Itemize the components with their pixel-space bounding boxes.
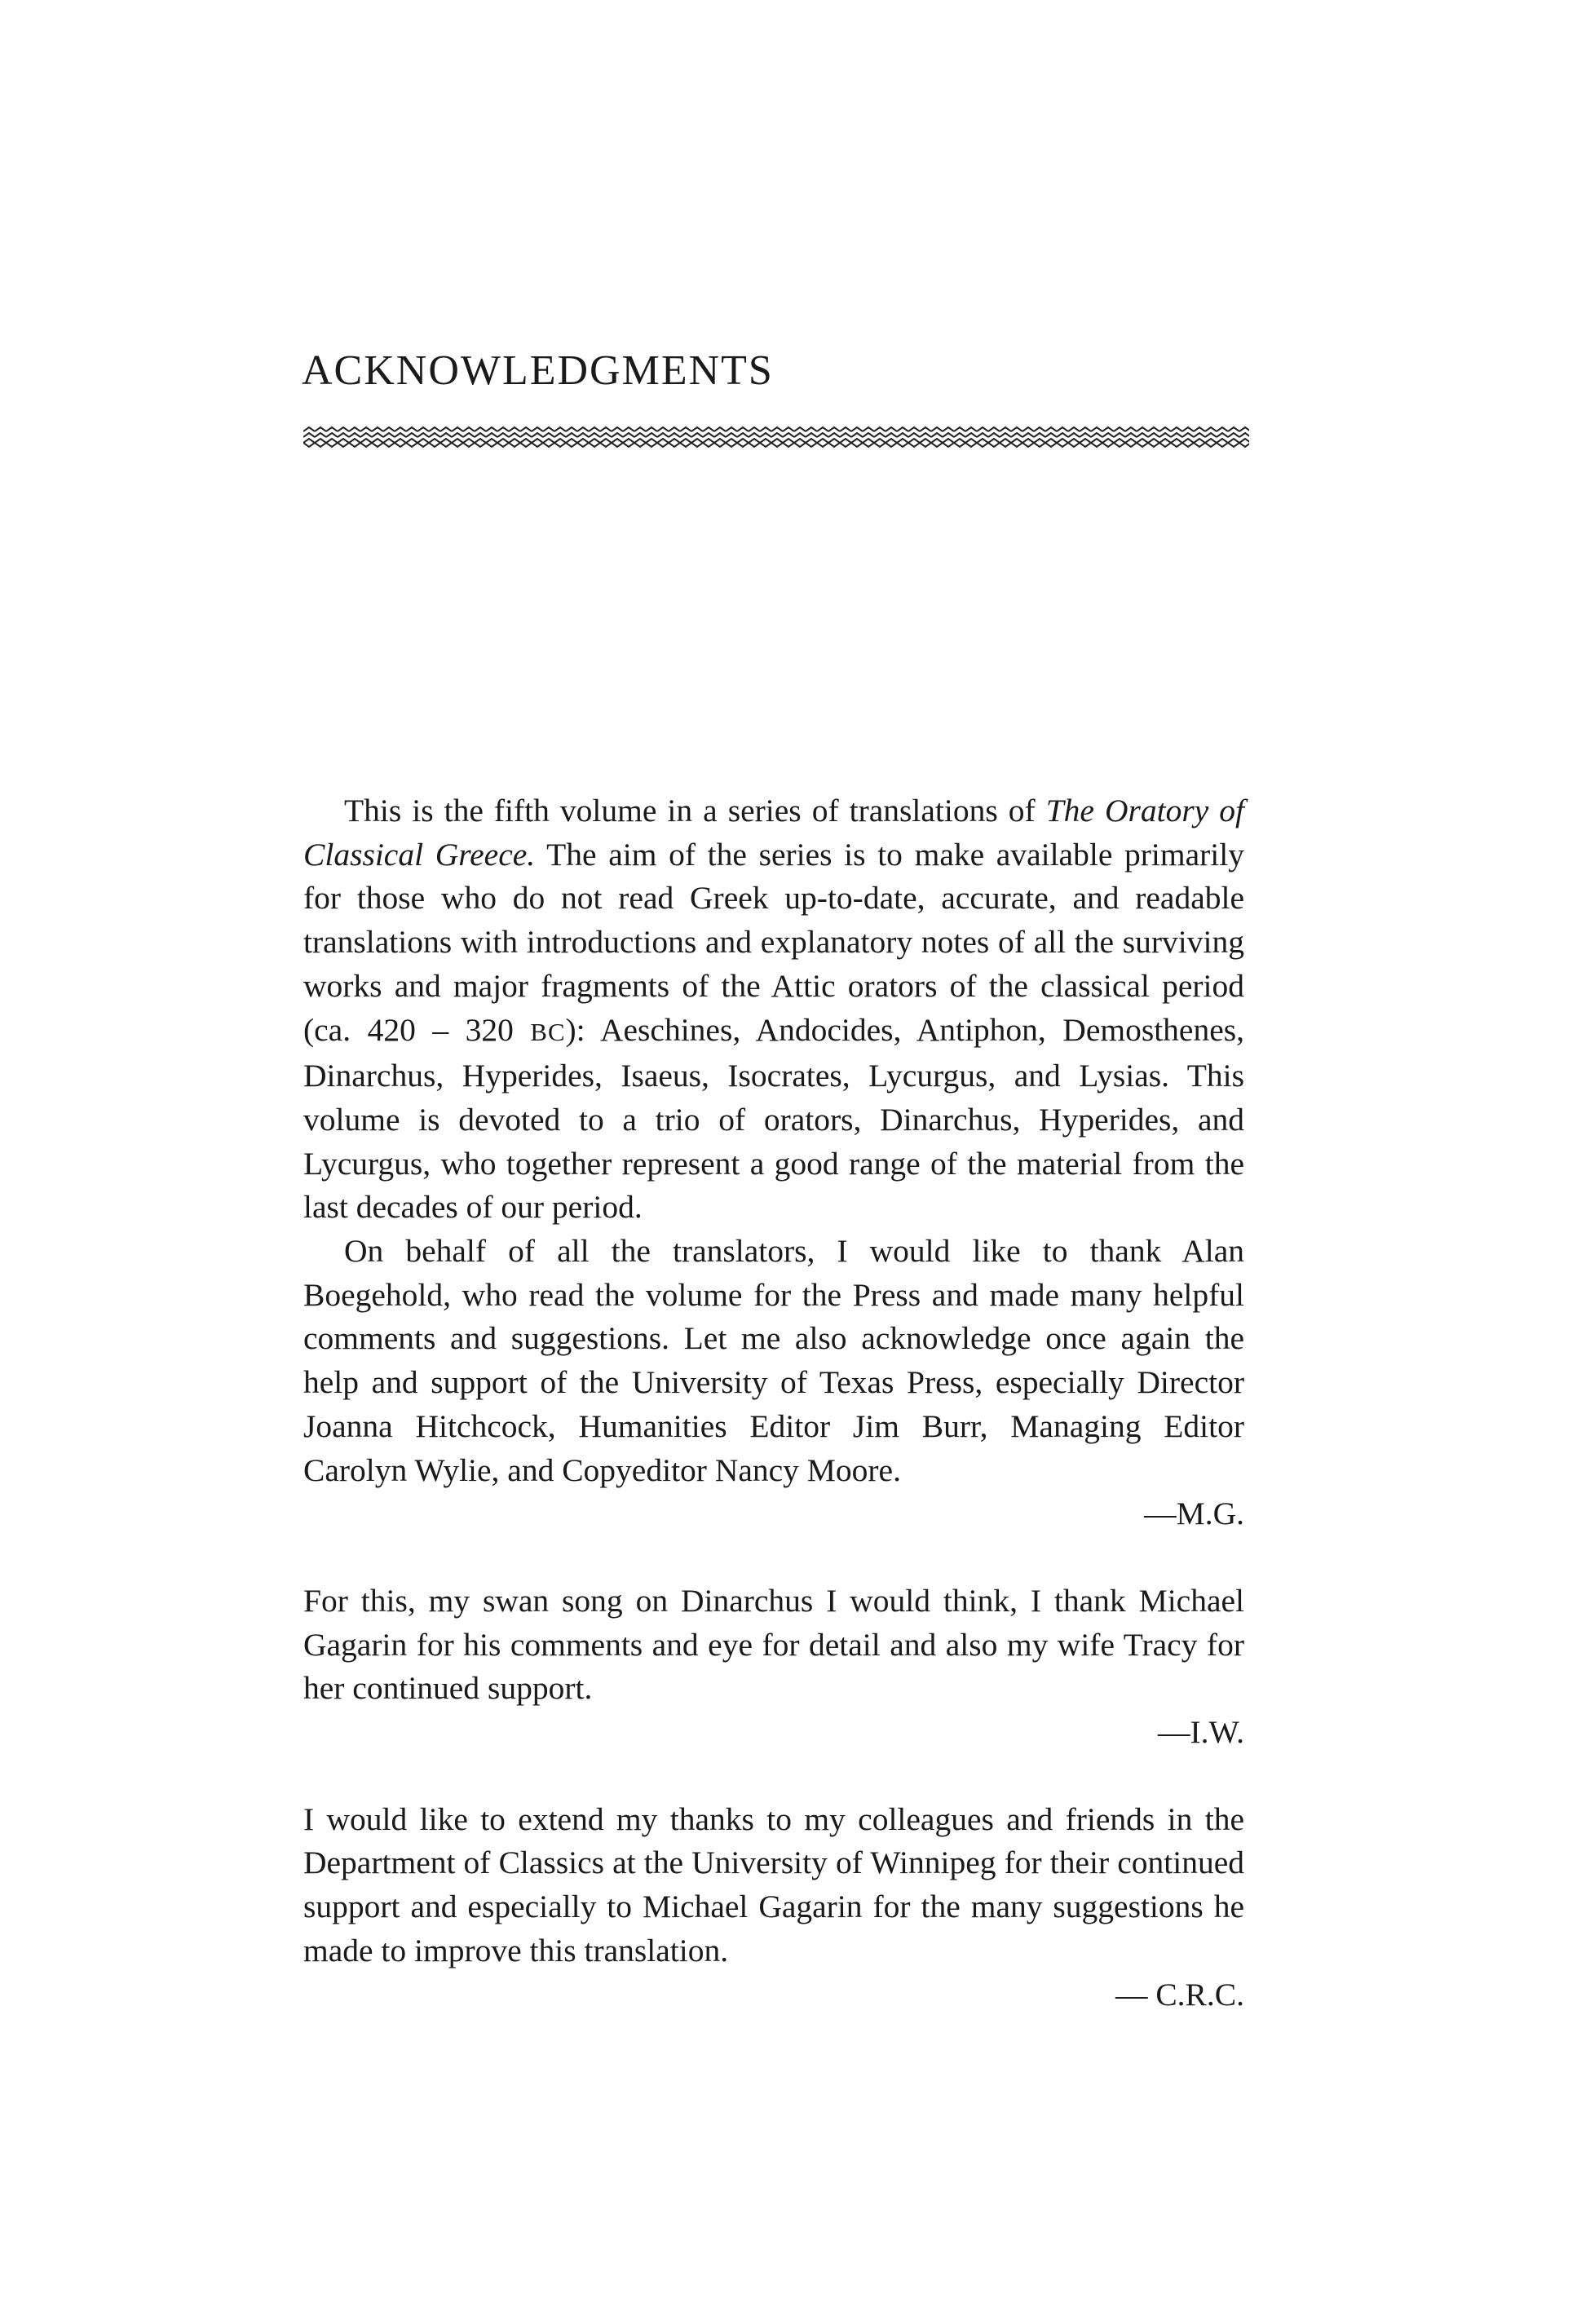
era-label: BC bbox=[530, 1018, 566, 1046]
acknowledgments-body bbox=[303, 789, 1244, 2017]
signature-mg: —M.G. bbox=[1144, 1496, 1244, 1532]
signature-iw: —I.W. bbox=[1157, 1714, 1244, 1751]
paragraph-thanks-press: On behalf of all the translators, I would like to thank Alan Boegehold, who read the volume for the Press and made many helpful comments and suggestions. Let me also acknowledge once again the help and support of the University of Texas Press, especially Director Joanna Hitchcock, Humanities Editor Jim Burr, Managing Editor Carolyn Wylie, and Copyeditor Nancy Moore. bbox=[303, 1233, 1244, 1488]
spacer bbox=[303, 1536, 1244, 1580]
paragraph-thanks-iw: For this, my swan song on Dinarchus I would think, I thank Michael Gagarin for his comments and eye for detail and also my wife Tracy for her continued support. bbox=[303, 1582, 1244, 1707]
page-title: ACKNOWLEDGMENTS bbox=[302, 347, 774, 394]
paragraph-series-intro bbox=[303, 789, 1244, 1230]
signature-crc: — C.R.C. bbox=[1115, 1976, 1244, 2013]
ornament-border-icon bbox=[303, 426, 1249, 448]
decorative-rule bbox=[303, 426, 1249, 448]
paragraph-text: ): Aeschines, Andocides, Antiphon, Demosthenes, Dinarchus, Hyperides, Isaeus, Isocrates, Lycurgus, and Lysias. This volume is devoted to a trio of orators, Dinarchus, Hyperides, and Lycurgus, who together represent a good range of the material from the last decades of our period. bbox=[303, 1011, 1244, 1226]
paragraph-text: The aim of the series is to make available primarily for those who do not read Greek up-to-date, accurate, and readable translations with introductions and explanatory notes of all the surviving works and major fragments of the Attic orators of the classical period (ca. 420 – 320 bbox=[303, 836, 1245, 1048]
spacer bbox=[303, 1755, 1244, 1798]
paragraph-thanks-crc: I would like to extend my thanks to my colleagues and friends in the Department of Classics at the University of Winnipeg for their continued support and especially to Michael Gagarin for the many suggestions he made to improve this translation. bbox=[303, 1800, 1244, 1968]
series-title: The Oratory of Classical Greece. bbox=[303, 793, 1244, 873]
paragraph-text: This is the fifth volume in a series of translations of bbox=[344, 793, 1046, 828]
